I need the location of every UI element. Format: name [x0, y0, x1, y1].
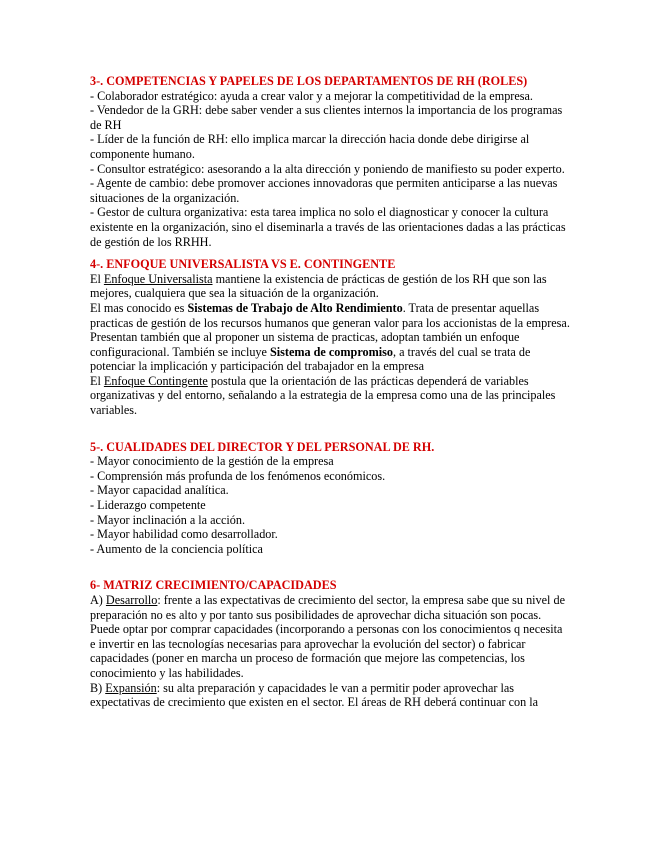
underlined-term: Enfoque Contingente	[103, 373, 208, 388]
underlined-term: Desarrollo	[105, 593, 158, 607]
text: A)	[90, 593, 106, 607]
quality-item: - Mayor inclinación a la acción.	[90, 512, 245, 527]
expansion-paragraph	[90, 681, 570, 710]
underlined-term: Enfoque Universalista	[103, 271, 213, 286]
role-item: - Gestor de cultura organizativa: esta tarea implica no solo el diagnosticar y conocer la cultura existente en la organización, sino el diseminarla a través de las orientaciones dadas a las prácticas de gestión de los RRHH.	[90, 205, 566, 249]
text: : frente a las expectativas de crecimiento del sector, la empresa sabe que su nivel de preparación no es alto y por tanto sus posibilidades de aprovechar dicha situación son pocas. Puede optar por comprar capacidades (incorporando a personas con los conocimientos q necesita e invertir en las tecnologías necesarias para aprovechar la evolución del sector) o fabricar capacidades (poner en marcha un proceso de formación que mejore las competencias, los conocimiento y las habilidades.	[90, 593, 565, 680]
section-4-heading: 4-. ENFOQUE UNIVERSALISTA VS E. CONTINGENTE	[90, 257, 396, 272]
text: El mas conocido es	[90, 300, 188, 315]
text: . Trata de presentar aquellas practicas de gestión de los recursos humanos que generan valor para los accionistas de la empresa. Presentan también que al proponer un sistema de practicas, adoptan también un enfoque configuracional. También se incluye	[90, 300, 570, 359]
section-5-heading: 5-. CUALIDADES DEL DIRECTOR Y DEL PERSONAL DE RH.	[90, 439, 435, 454]
contingent-paragraph	[90, 374, 570, 418]
role-item: - Consultor estratégico: asesorando a la alta dirección y poniendo de manifiesto su poder experto.	[90, 161, 565, 176]
universalist-paragraph	[90, 272, 570, 301]
bold-term: Sistema de compromiso	[269, 344, 393, 359]
text: B)	[90, 680, 106, 695]
role-item: - Agente de cambio: debe promover acciones innovadoras que permiten anticiparse a las nuevas situaciones de la organización.	[90, 176, 558, 205]
high-performance-paragraph	[90, 301, 570, 374]
text: El	[90, 373, 104, 388]
quality-item: - Aumento de la conciencia política	[90, 541, 263, 556]
document-page	[90, 74, 570, 710]
role-item: - Vendedor de la GRH: debe saber vender a sus clientes internos la importancia de los programas de RH	[90, 103, 563, 132]
quality-item: - Mayor conocimiento de la gestión de la empresa	[90, 454, 334, 469]
text: El	[90, 271, 104, 286]
quality-item: - Mayor capacidad analítica.	[90, 483, 229, 498]
quality-item: - Mayor habilidad como desarrollador.	[90, 527, 278, 542]
role-item: - Líder de la función de RH: ello implica marcar la dirección hacia donde debe dirigirse al componente humano.	[90, 132, 530, 161]
development-paragraph	[90, 593, 570, 681]
quality-item: - Liderazgo competente	[90, 498, 206, 513]
underlined-term: Expansión	[105, 680, 157, 695]
text: , a través del cual se trata de potenciar la implicación y participación del trabajador en la empresa	[90, 344, 531, 374]
section-3-heading: 3-. COMPETENCIAS Y PAPELES DE LOS DEPARTAMENTOS DE RH (ROLES)	[90, 74, 528, 88]
text: : su alta preparación y capacidades le van a permitir poder aprovechar las expectativas de crecimiento que existen en el sector. El áreas de RH deberá continuar con la	[90, 680, 539, 710]
bold-term: Sistemas de Trabajo de Alto Rendimiento	[187, 300, 403, 315]
quality-item: - Comprensión más profunda de los fenómenos económicos.	[90, 468, 386, 483]
role-item: - Colaborador estratégico: ayuda a crear valor y a mejorar la competitividad de la empresa.	[90, 88, 533, 103]
text: mantiene la existencia de prácticas de gestión de los RH que son las mejores, cualquiera que sea la situación de la organización.	[90, 271, 547, 301]
section-6-heading: 6- MATRIZ CRECIMIENTO/CAPACIDADES	[90, 578, 337, 593]
text: postula que la orientación de las prácticas dependerá de variables organizativas y del entorno, señalando a la estrategia de la empresa como una de las principales variables.	[90, 373, 556, 418]
